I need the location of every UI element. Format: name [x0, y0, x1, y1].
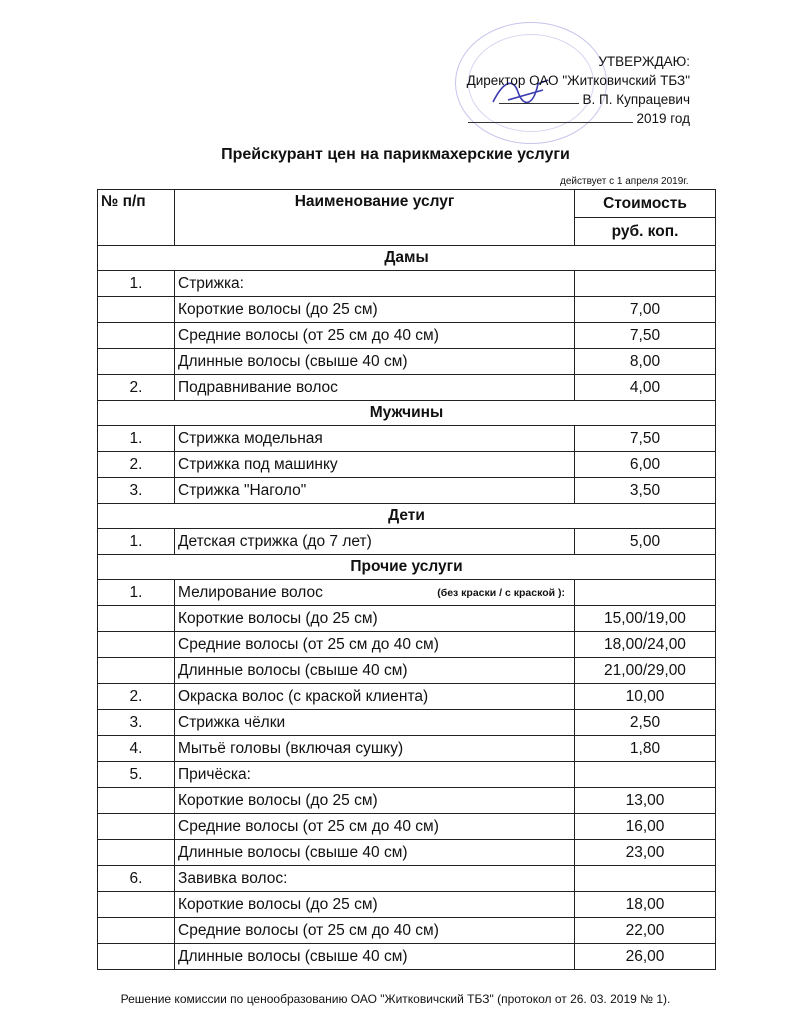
row-service — [175, 814, 575, 840]
table-row — [98, 814, 716, 840]
approval-block — [430, 52, 690, 128]
approval-heading: УТВЕРЖДАЮ: — [598, 54, 690, 69]
service-name: Средние волосы (от 25 см до 40 см) — [178, 326, 439, 344]
table-row — [98, 529, 716, 555]
service-name: Короткие волосы (до 25 см) — [178, 895, 378, 913]
section-title: Дети — [98, 504, 716, 529]
row-price: 8,00 — [575, 349, 716, 375]
row-service — [175, 892, 575, 918]
effective-date: действует с 1 апреля 2019г. — [560, 176, 689, 187]
row-price: 6,00 — [575, 452, 716, 478]
row-price: 23,00 — [575, 840, 716, 866]
row-number: 1. — [98, 580, 175, 606]
row-price: 10,00 — [575, 684, 716, 710]
row-number: 6. — [98, 866, 175, 892]
approval-position: Директор ОАО "Житковичский ТБЗ" — [466, 73, 690, 88]
row-number — [98, 918, 175, 944]
table-row — [98, 866, 716, 892]
row-service — [175, 684, 575, 710]
table-row — [98, 762, 716, 788]
row-price: 4,00 — [575, 375, 716, 401]
signature-line — [499, 90, 579, 104]
row-service — [175, 632, 575, 658]
row-price — [575, 866, 716, 892]
row-service — [175, 375, 575, 401]
header-price-units: руб. коп. — [575, 218, 716, 246]
price-table — [97, 189, 716, 970]
row-price: 7,50 — [575, 426, 716, 452]
service-name: Стрижка "Наголо" — [178, 481, 307, 499]
service-name: Длинные волосы (свыше 40 см) — [178, 661, 408, 679]
table-row — [98, 606, 716, 632]
table-row — [98, 684, 716, 710]
table-row — [98, 918, 716, 944]
table-row — [98, 349, 716, 375]
service-name: Средние волосы (от 25 см до 40 см) — [178, 921, 439, 939]
service-name: Короткие волосы (до 25 см) — [178, 300, 378, 318]
row-number: 2. — [98, 375, 175, 401]
row-service — [175, 788, 575, 814]
row-number: 1. — [98, 426, 175, 452]
section-children — [98, 504, 716, 529]
row-price — [575, 762, 716, 788]
row-service — [175, 762, 575, 788]
row-service — [175, 478, 575, 504]
service-note: (без краски / с краской ): — [437, 586, 565, 599]
row-price: 1,80 — [575, 736, 716, 762]
service-name: Причёска: — [178, 765, 251, 783]
row-service — [175, 918, 575, 944]
service-name: Стрижка: — [178, 274, 244, 292]
row-price: 7,50 — [575, 323, 716, 349]
row-number — [98, 658, 175, 684]
row-service — [175, 297, 575, 323]
row-price: 2,50 — [575, 710, 716, 736]
service-name: Подравнивание волос — [178, 378, 338, 396]
row-number — [98, 840, 175, 866]
row-number — [98, 349, 175, 375]
table-row — [98, 788, 716, 814]
header-no: № п/п — [98, 190, 175, 246]
table-row — [98, 840, 716, 866]
row-number — [98, 944, 175, 970]
row-price: 3,50 — [575, 478, 716, 504]
approval-name: В. П. Купрацевич — [582, 92, 690, 107]
row-price: 5,00 — [575, 529, 716, 555]
row-number: 3. — [98, 478, 175, 504]
service-name: Мытьё головы (включая сушку) — [178, 739, 404, 757]
row-number — [98, 814, 175, 840]
section-women — [98, 246, 716, 271]
table-row — [98, 478, 716, 504]
row-service — [175, 349, 575, 375]
service-name: Длинные волосы (свыше 40 см) — [178, 947, 408, 965]
service-name: Средние волосы (от 25 см до 40 см) — [178, 635, 439, 653]
row-price: 21,00/29,00 — [575, 658, 716, 684]
row-service — [175, 323, 575, 349]
service-name: Длинные волосы (свыше 40 см) — [178, 352, 408, 370]
row-number: 1. — [98, 271, 175, 297]
row-price: 16,00 — [575, 814, 716, 840]
row-price: 18,00/24,00 — [575, 632, 716, 658]
service-name: Детская стрижка (до 7 лет) — [178, 532, 372, 550]
table-row — [98, 297, 716, 323]
row-service — [175, 452, 575, 478]
service-name: Стрижка под машинку — [178, 455, 338, 473]
row-number: 2. — [98, 684, 175, 710]
row-number — [98, 606, 175, 632]
table-row — [98, 892, 716, 918]
row-service — [175, 658, 575, 684]
row-number: 3. — [98, 710, 175, 736]
date-line — [468, 109, 633, 123]
table-row — [98, 452, 716, 478]
row-price: 13,00 — [575, 788, 716, 814]
service-name: Стрижка чёлки — [178, 713, 286, 731]
table-row — [98, 736, 716, 762]
service-name: Короткие волосы (до 25 см) — [178, 791, 378, 809]
row-service — [175, 271, 575, 297]
section-men — [98, 401, 716, 426]
service-name: Короткие волосы (до 25 см) — [178, 609, 378, 627]
service-name: Окраска волос (с краской клиента) — [178, 687, 429, 705]
footer-note: Решение комиссии по ценообразованию ОАО "Житковичский ТБЗ" (протокол от 26. 03. 2019 № 1). — [120, 992, 671, 1006]
row-service — [175, 426, 575, 452]
service-name: Длинные волосы (свыше 40 см) — [178, 843, 408, 861]
section-other — [98, 555, 716, 580]
row-price: 7,00 — [575, 297, 716, 323]
row-number — [98, 323, 175, 349]
document-title: Прейскурант цен на парикмахерские услуги — [221, 146, 570, 163]
table-row — [98, 944, 716, 970]
header-name: Наименование услуг — [175, 190, 575, 246]
row-price — [575, 271, 716, 297]
table-row — [98, 710, 716, 736]
section-title: Дамы — [98, 246, 716, 271]
section-title: Прочие услуги — [98, 555, 716, 580]
row-number: 5. — [98, 762, 175, 788]
row-service — [175, 736, 575, 762]
table-row — [98, 580, 716, 606]
service-name: Мелирование волос — [178, 583, 323, 601]
row-number — [98, 297, 175, 323]
row-number: 1. — [98, 529, 175, 555]
table-row — [98, 658, 716, 684]
table-row — [98, 632, 716, 658]
row-number: 4. — [98, 736, 175, 762]
row-number — [98, 892, 175, 918]
row-price — [575, 580, 716, 606]
row-price: 18,00 — [575, 892, 716, 918]
row-service — [175, 866, 575, 892]
row-service — [175, 529, 575, 555]
row-service — [175, 580, 575, 606]
service-name: Средние волосы (от 25 см до 40 см) — [178, 817, 439, 835]
table-row — [98, 323, 716, 349]
row-service — [175, 606, 575, 632]
section-title: Мужчины — [98, 401, 716, 426]
row-number: 2. — [98, 452, 175, 478]
service-name: Стрижка модельная — [178, 429, 323, 447]
row-number — [98, 632, 175, 658]
row-price: 15,00/19,00 — [575, 606, 716, 632]
row-service — [175, 944, 575, 970]
table-row — [98, 375, 716, 401]
row-service — [175, 710, 575, 736]
approval-year: 2019 год — [636, 111, 690, 126]
table-row — [98, 271, 716, 297]
row-number — [98, 788, 175, 814]
header-price: Стоимость — [575, 190, 716, 218]
service-name: Завивка волос: — [178, 869, 288, 887]
table-row — [98, 426, 716, 452]
row-price: 22,00 — [575, 918, 716, 944]
row-service — [175, 840, 575, 866]
table-header-row — [98, 190, 716, 218]
row-price: 26,00 — [575, 944, 716, 970]
